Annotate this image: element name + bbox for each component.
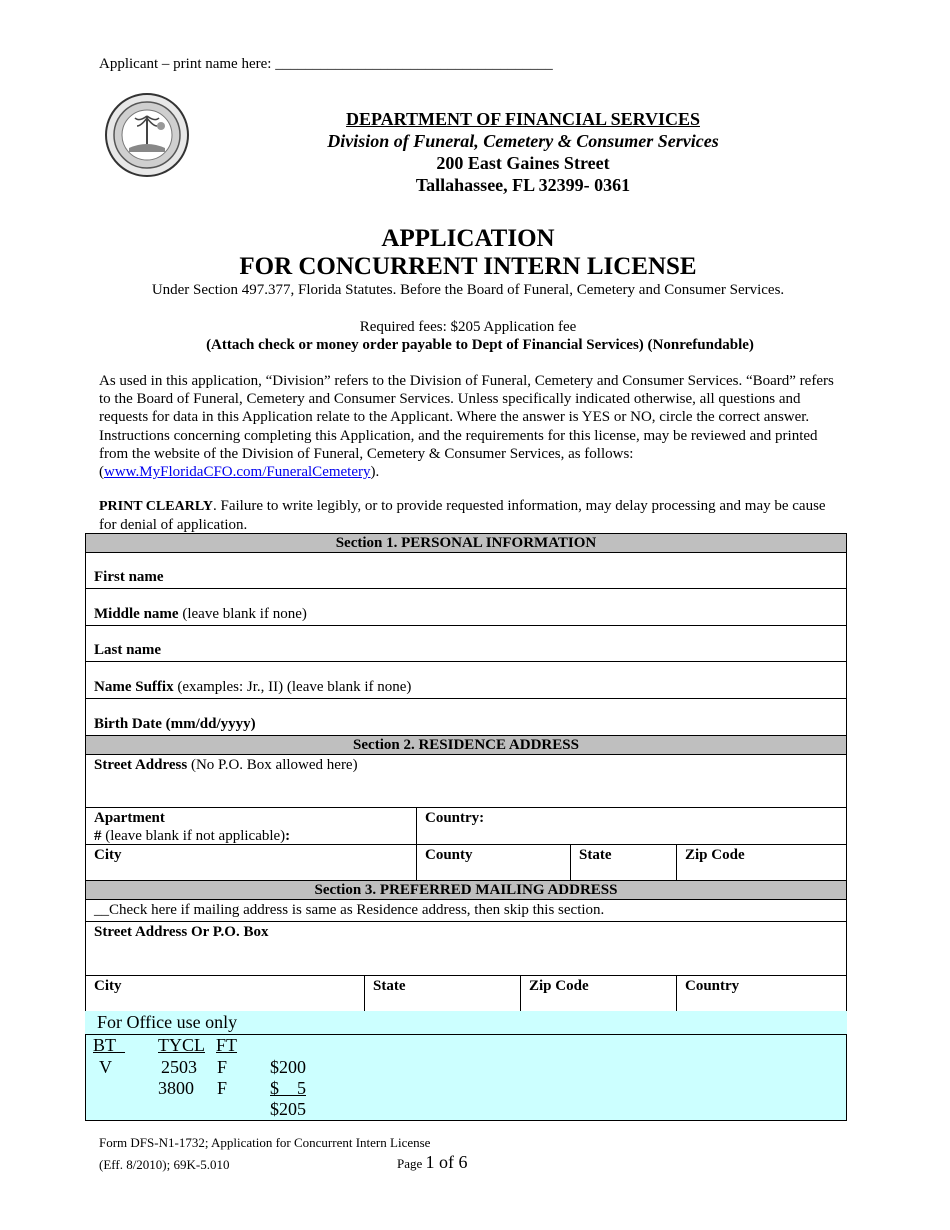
amount-2: $ 5: [270, 1078, 306, 1098]
city-address: Tallahassee, FL 32399- 0361: [415, 175, 631, 195]
last-name-field[interactable]: Last name: [86, 626, 846, 662]
apartment-country-row: [86, 808, 846, 845]
page-number: Page 1 of 6: [397, 1152, 468, 1172]
mailing-zip-field[interactable]: Zip Code: [520, 976, 676, 1012]
section-2-heading: Section 2. RESIDENCE ADDRESS: [86, 736, 846, 755]
required-fees: Required fees: $205 Application fee: [359, 319, 577, 335]
application-form-table: [85, 533, 847, 1013]
residence-county-field[interactable]: County: [416, 845, 570, 880]
page-title: [85, 225, 851, 281]
attach-note: (Attach check or money order payable to Dept of Financial Services) (Nonrefundable): [206, 337, 754, 353]
website-link[interactable]: www.MyFloridaCFO.com/FuneralCemetery: [104, 464, 371, 481]
middle-name-field[interactable]: Middle name (leave blank if none): [86, 589, 846, 626]
tycl-value-2: 3800: [158, 1078, 194, 1098]
mailing-city-row: [86, 976, 846, 1012]
applicant-name-line[interactable]: Applicant – print name here: _____________________________________: [99, 56, 553, 72]
tycl-label: TYCL: [158, 1035, 205, 1055]
ft-value-2: F: [217, 1078, 228, 1098]
first-name-field[interactable]: First name: [86, 553, 846, 589]
statute-note: Under Section 497.377, Florida Statutes. Before the Board of Funeral, Cemetery and Consumer Services.: [151, 282, 785, 298]
mailing-street-field[interactable]: Street Address Or P.O. Box: [86, 922, 846, 976]
section-3-heading: Section 3. PREFERRED MAILING ADDRESS: [86, 881, 846, 900]
birth-date-field[interactable]: Birth Date (mm/dd/yyyy): [86, 699, 846, 736]
mailing-state-field[interactable]: State: [364, 976, 520, 1012]
amount-total: $205: [270, 1099, 306, 1119]
section-1-heading: Section 1. PERSONAL INFORMATION: [86, 534, 846, 553]
name-suffix-field[interactable]: Name Suffix (examples: Jr., II) (leave blank if none): [86, 662, 846, 699]
agency-header: [250, 108, 796, 196]
tycl-value-1: 2503: [161, 1057, 197, 1077]
title-line-1: APPLICATION: [381, 225, 555, 252]
residence-city-row: [86, 845, 846, 881]
effective-date: (Eff. 8/2010); 69K-5.010: [99, 1157, 230, 1172]
same-address-checkbox[interactable]: __Check here if mailing address is same as Residence address, then skip this section.: [86, 900, 846, 922]
residence-street-field[interactable]: Street Address (No P.O. Box allowed here): [86, 755, 846, 808]
amount-1: $200: [270, 1057, 306, 1077]
ft-value-1: F: [217, 1057, 228, 1077]
ft-label: FT: [216, 1035, 238, 1055]
bt-value: V: [99, 1057, 112, 1077]
street-address: 200 East Gaines Street: [436, 153, 610, 173]
residence-zip-field[interactable]: Zip Code: [676, 845, 846, 880]
residence-state-field[interactable]: State: [570, 845, 676, 880]
mailing-city-field[interactable]: City: [94, 978, 122, 994]
print-clearly-note: PRINT CLEARLY. Failure to write legibly, or to provide requested information, may delay processing and may be cause for denial of application.: [99, 498, 826, 533]
division-name: Division of Funeral, Cemetery & Consumer Services: [327, 131, 719, 151]
intro-paragraph: As used in this application, “Division” refers to the Division of Funeral, Cemetery and Consumer Services. “Board” refers to the Board of Funeral, Cemetery and Consumer Services. Unless specifically indicated otherwise, all questions and requests for data in this Application relate to the Applicant. Where the answer is YES or NO, circle the correct answer. Instructions concerning completing this Application, and the requirements for this license, may be reviewed and printed from the website of the Division of Funeral, Cemetery & Consumer Services, as follows: (www.MyFloridaCFO.com/FuneralCemetery).: [99, 373, 834, 481]
apartment-field[interactable]: Apartment # (leave blank if not applicable):: [94, 810, 291, 844]
residence-city-field[interactable]: City: [94, 847, 122, 863]
state-seal-icon: [99, 92, 195, 178]
title-line-2: FOR CONCURRENT INTERN LICENSE: [239, 253, 697, 280]
form-number: Form DFS-N1-1732; Application for Concurrent Intern License: [99, 1135, 431, 1150]
bt-label: BT: [93, 1035, 117, 1055]
department-name: DEPARTMENT OF FINANCIAL SERVICES: [346, 109, 700, 129]
mailing-country-field[interactable]: Country: [676, 976, 846, 1012]
office-use-label: For Office use only: [97, 1012, 238, 1032]
office-use-content: [93, 1034, 333, 1121]
residence-country-field[interactable]: Country:: [416, 808, 846, 844]
